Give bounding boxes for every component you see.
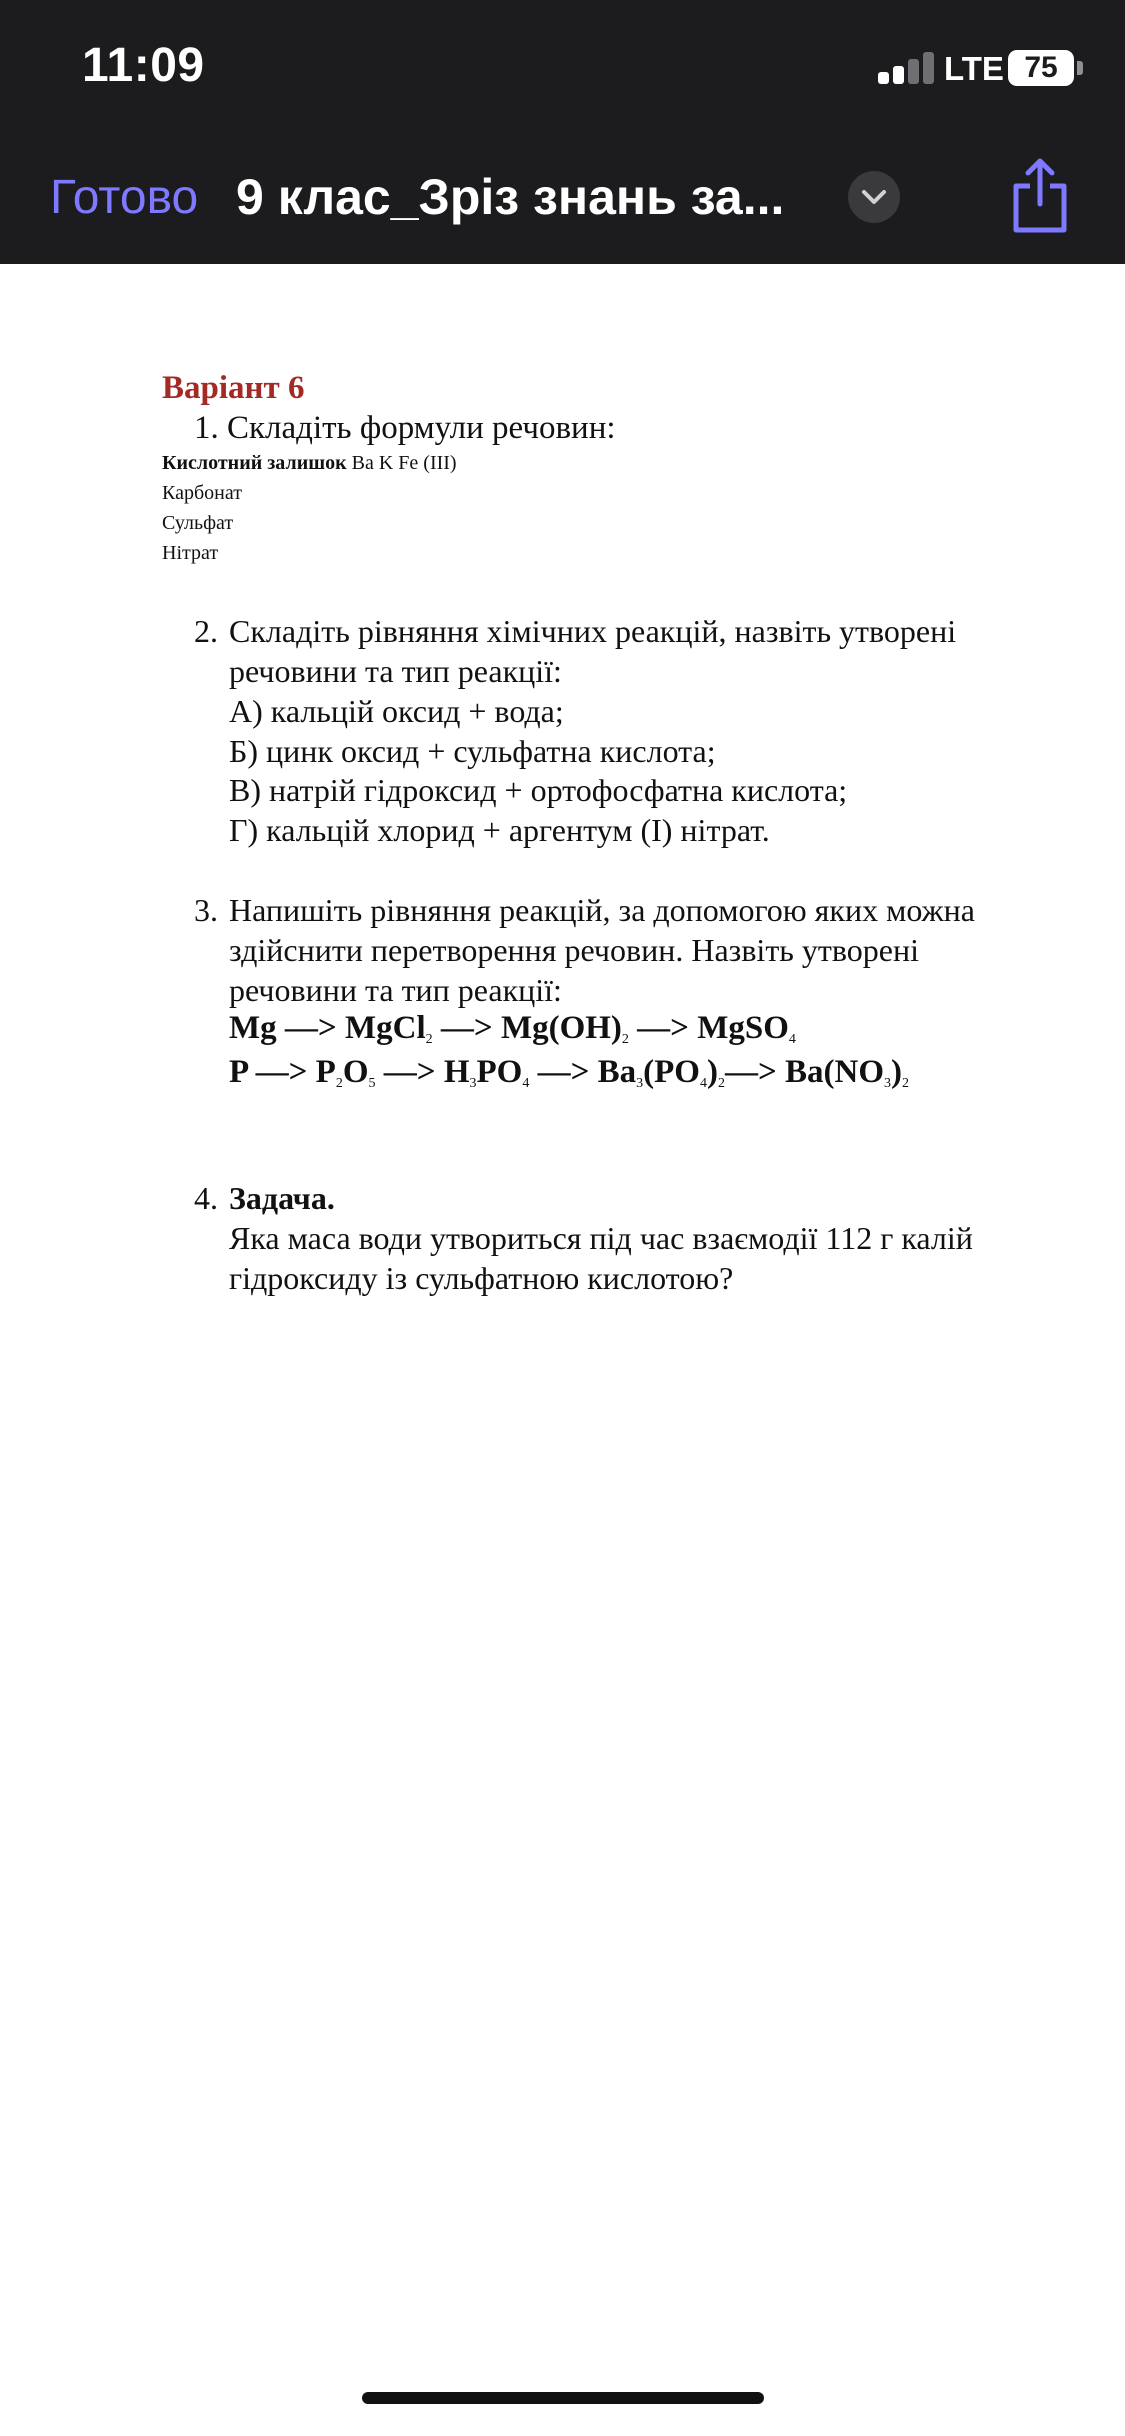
task-line: Напишіть рівняння реакцій, за допомогою яких можна bbox=[229, 892, 975, 928]
task-1 bbox=[194, 410, 616, 447]
home-indicator[interactable] bbox=[362, 2392, 764, 2404]
table-row: Сульфат bbox=[162, 512, 234, 534]
task-label: Задача. bbox=[229, 1180, 335, 1216]
reaction-chain-1: Mg —> MgCl$_2$ —> $Mg(OH)_2$ —> MgSO$_4$ bbox=[229, 1010, 796, 1047]
table-row: Карбонат bbox=[162, 482, 242, 504]
table-header-cols: Ba K Fe (III) bbox=[351, 452, 457, 474]
navigation-bar bbox=[0, 0, 1125, 264]
task-number: 3. bbox=[194, 892, 218, 928]
battery-icon: 75 bbox=[1008, 50, 1074, 86]
cellular-signal-icon bbox=[878, 52, 934, 84]
table-header-label: Кислотний залишок bbox=[162, 452, 347, 474]
task-number: 2. bbox=[194, 613, 218, 649]
share-icon bbox=[1008, 156, 1072, 234]
table-row: Нітрат bbox=[162, 542, 219, 564]
table-header bbox=[162, 452, 457, 475]
task-line: речовини та тип реакції: bbox=[229, 972, 562, 1008]
task-number: 4. bbox=[194, 1180, 218, 1216]
variant-heading: Варіант 6 bbox=[162, 370, 305, 406]
task-line: речовини та тип реакції: bbox=[229, 653, 562, 689]
task-line: А) кальцій оксид + вода; bbox=[229, 693, 564, 729]
reaction-chain-2: P —> $P_2O_5$ —> $H_3PO_4$ —> $Ba_3(PO_4)_2—> Ba(NO_3)_2$ bbox=[229, 1054, 910, 1091]
task-line: здійснити перетворення речовин. Назвіть утворені bbox=[229, 932, 919, 968]
task-line: Складіть рівняння хімічних реакцій, назвіть утворені bbox=[229, 613, 957, 649]
network-type: LTE bbox=[944, 50, 1004, 87]
task-line: Г) кальцій хлорид + аргентум (I) нітрат. bbox=[229, 812, 770, 848]
task-number: 1. bbox=[194, 410, 219, 446]
task-line: Б) цинк оксид + сульфатна кислота; bbox=[229, 733, 716, 769]
share-button[interactable] bbox=[1008, 156, 1072, 234]
task-line: В) натрій гідроксид + ортофосфатна кислота; bbox=[229, 772, 848, 808]
document-page bbox=[0, 264, 1125, 2436]
done-button[interactable]: Готово bbox=[50, 171, 199, 224]
task-line: гідроксиду із сульфатною кислотою? bbox=[229, 1260, 734, 1296]
task-text: Складіть формули речовин: bbox=[227, 410, 616, 446]
title-menu-button[interactable] bbox=[848, 171, 900, 223]
document-title: 9 клас_Зріз знань за... bbox=[236, 169, 785, 225]
battery-tip bbox=[1077, 61, 1083, 75]
status-time: 11:09 bbox=[82, 39, 205, 92]
task-line: Яка маса води утвориться під час взаємодії 112 г калій bbox=[229, 1220, 973, 1256]
chevron-down-icon bbox=[848, 171, 900, 223]
